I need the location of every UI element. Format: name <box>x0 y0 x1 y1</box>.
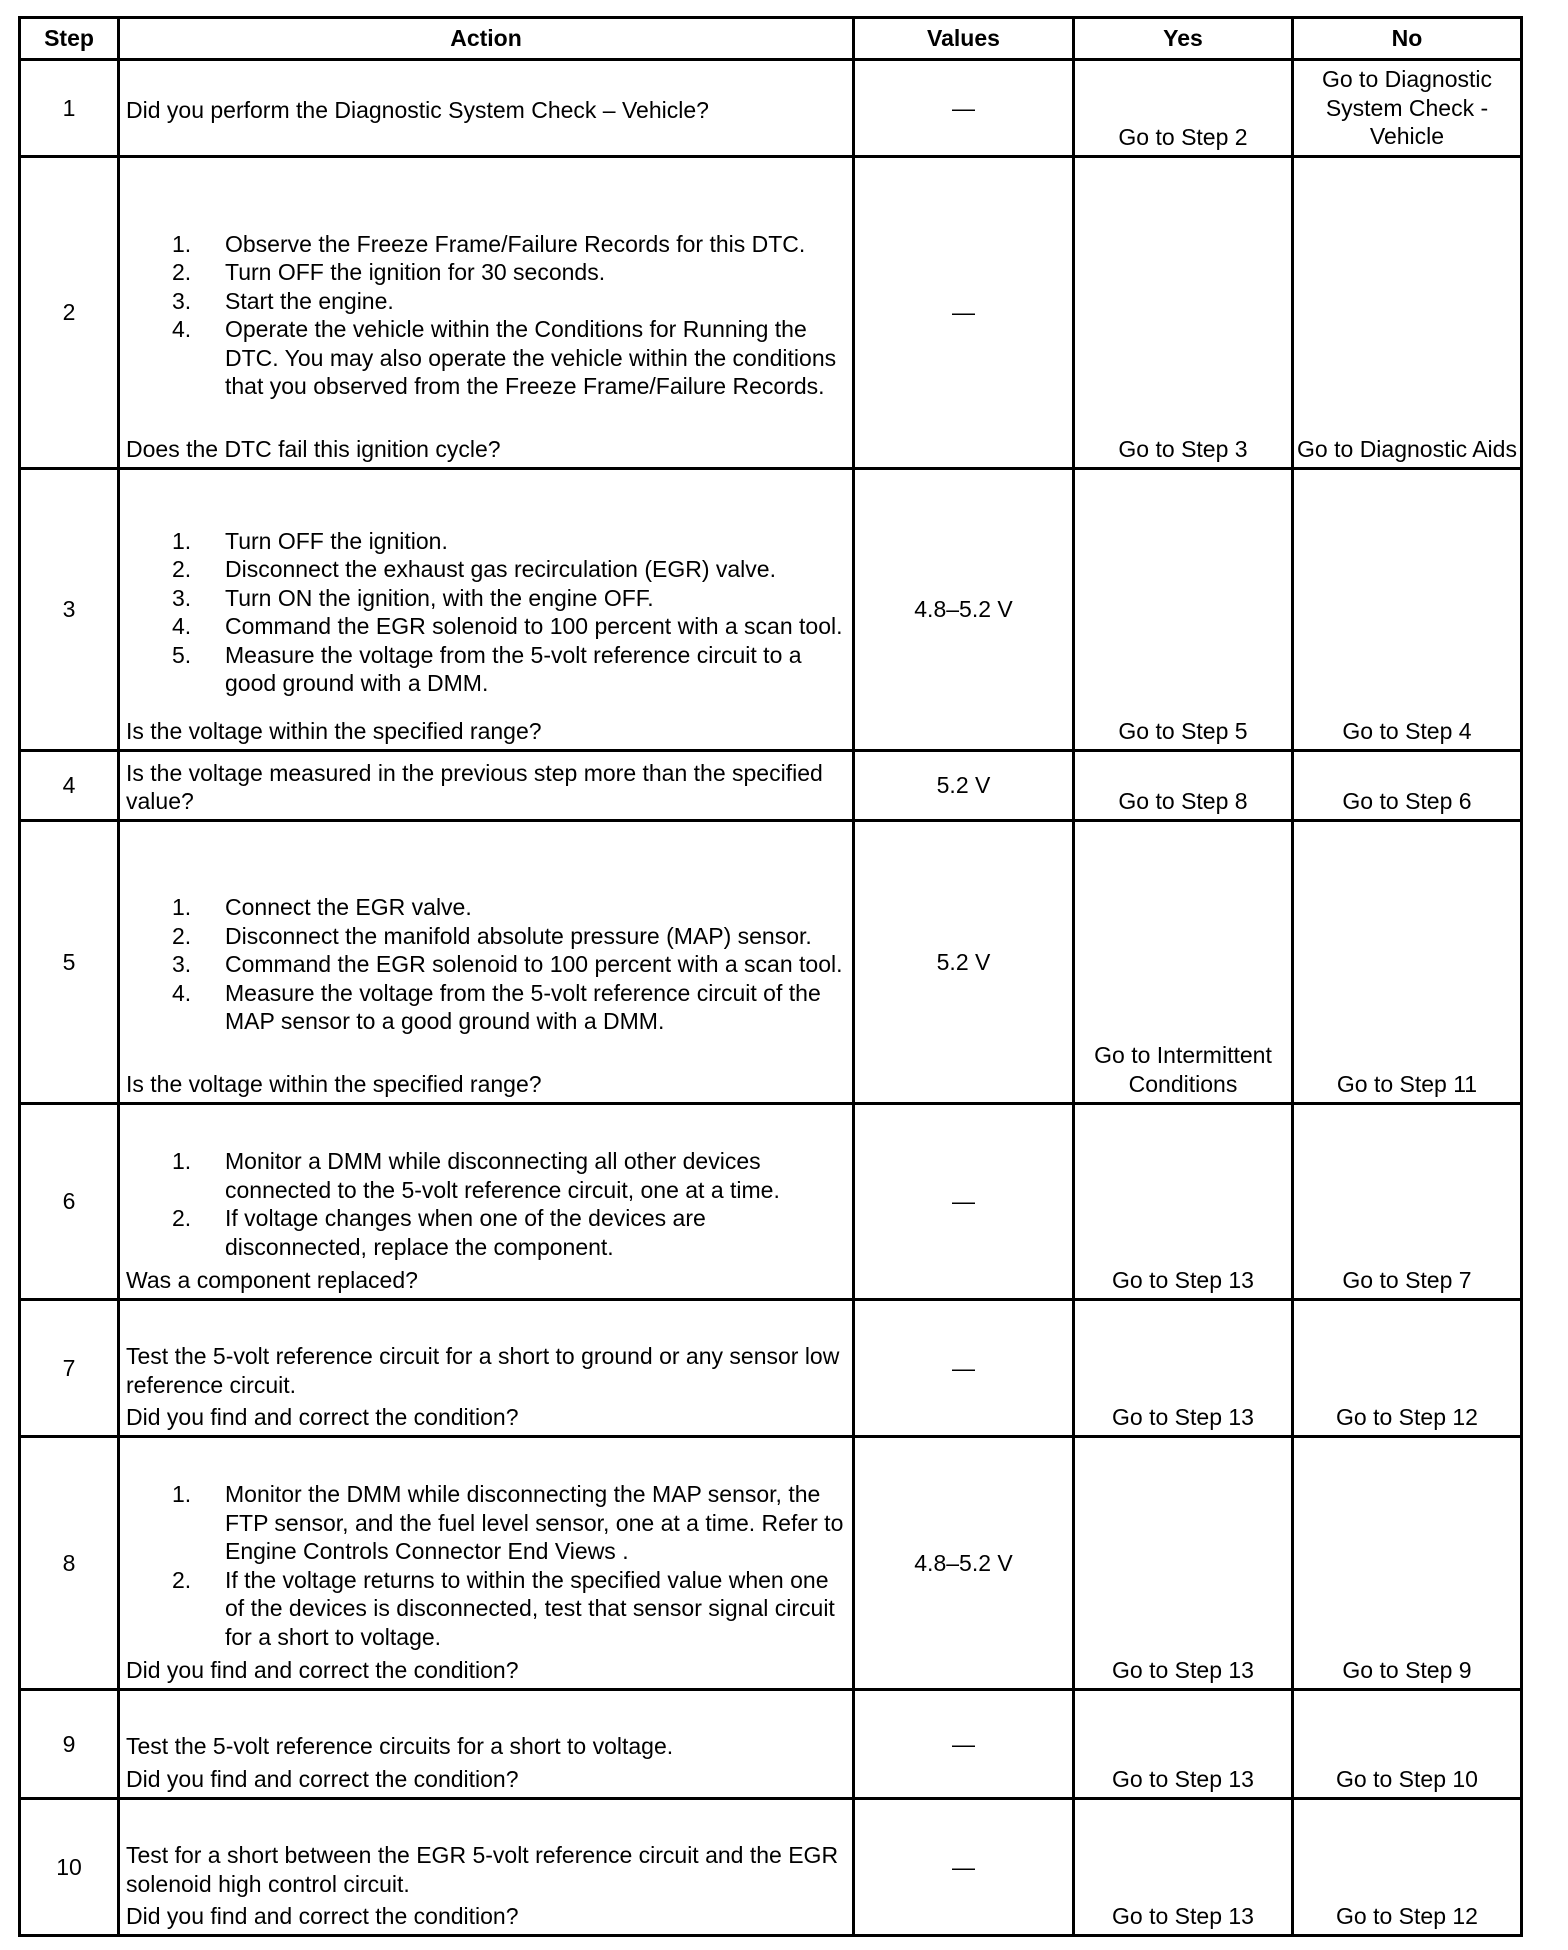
yes-cell <box>1074 1690 1293 1799</box>
action-cell <box>119 1799 854 1936</box>
table-row <box>20 751 1522 821</box>
value-text: 4.8–5.2 V <box>914 596 1013 622</box>
action-question: Did you find and correct the condition? <box>126 1656 519 1683</box>
step-number: 7 <box>20 1300 119 1437</box>
yes-result: Go to Step 8 <box>1118 787 1248 814</box>
action-steps <box>126 527 846 698</box>
header-no: No <box>1293 18 1522 60</box>
action-steps <box>126 893 846 1036</box>
no-cell <box>1293 821 1522 1104</box>
header-row <box>20 18 1522 60</box>
value-text: — <box>952 94 975 121</box>
yes-cell <box>1074 157 1293 469</box>
action-step: 4. Command the EGR solenoid to 100 percent with a scan tool. <box>172 613 843 639</box>
table-row <box>20 1300 1522 1437</box>
action-cell <box>119 60 854 157</box>
yes-cell <box>1074 1300 1293 1437</box>
action-text: Is the voltage measured in the previous step more than the specified value? <box>126 759 823 814</box>
action-step: 2. If the voltage returns to within the specified value when one of the devices is disconnected, test that sensor signal circuit for a short to voltage. <box>172 1566 835 1650</box>
yes-result: Go to Step 2 <box>1118 123 1248 150</box>
action-step: 5. Measure the voltage from the 5-volt reference circuit to a good ground with a DMM. <box>172 641 802 696</box>
value-text: — <box>952 1853 975 1880</box>
action-text: Test the 5-volt reference circuit for a short to ground or any sensor low reference circuit. <box>126 1343 840 1398</box>
step-number: 6 <box>20 1104 119 1300</box>
diagnostic-table <box>18 16 1523 1937</box>
no-result: Go to Diagnostic Aids <box>1297 435 1517 462</box>
table-row <box>20 1437 1522 1690</box>
no-cell <box>1293 1690 1522 1799</box>
header-values: Values <box>854 18 1074 60</box>
action-step: 2. Turn OFF the ignition for 30 seconds. <box>172 259 606 285</box>
no-result: Go to Step 9 <box>1342 1656 1472 1683</box>
values-cell <box>854 1690 1074 1799</box>
value-text: 5.2 V <box>936 948 991 975</box>
action-cell <box>119 469 854 751</box>
values-cell <box>854 1799 1074 1936</box>
table-row <box>20 1799 1522 1936</box>
yes-result: Go to Step 13 <box>1112 1403 1254 1430</box>
no-cell <box>1293 157 1522 469</box>
no-result: Go to Step 7 <box>1342 1266 1472 1293</box>
step-number: 9 <box>20 1690 119 1799</box>
yes-result: Go to Step 13 <box>1112 1902 1254 1929</box>
action-cell <box>119 1690 854 1799</box>
action-step: 1. Monitor a DMM while disconnecting all other devices connected to the 5-volt reference circuit, one at a time. <box>172 1148 780 1203</box>
yes-result: Go to Step 13 <box>1112 1656 1254 1683</box>
values-cell <box>854 821 1074 1104</box>
yes-result: Go to Step 13 <box>1112 1266 1254 1293</box>
no-result: Go to Step 6 <box>1342 787 1472 814</box>
no-result: Go to Diagnostic System Check - Vehicle <box>1321 66 1493 149</box>
action-step: 1. Connect the EGR valve. <box>172 894 472 921</box>
values-cell <box>854 1104 1074 1300</box>
no-cell <box>1293 1437 1522 1690</box>
action-step: 2. Disconnect the manifold absolute pressure (MAP) sensor. <box>172 922 812 949</box>
action-cell <box>119 157 854 469</box>
table-row <box>20 469 1522 751</box>
step-number: 1 <box>20 60 119 157</box>
action-question: Did you find and correct the condition? <box>126 1403 519 1430</box>
table-row <box>20 1104 1522 1300</box>
action-cell <box>119 1104 854 1300</box>
yes-cell <box>1074 821 1293 1104</box>
action-cell <box>119 751 854 821</box>
no-cell <box>1293 469 1522 751</box>
values-cell <box>854 1300 1074 1437</box>
action-cell <box>119 1437 854 1690</box>
value-text: 5.2 V <box>936 772 991 798</box>
table-row <box>20 1690 1522 1799</box>
values-cell <box>854 157 1074 469</box>
yes-cell <box>1074 751 1293 821</box>
header-action: Action <box>119 18 854 60</box>
action-cell <box>119 821 854 1104</box>
action-step: 4. Measure the voltage from the 5-volt reference circuit of the MAP sensor to a good ground with a DMM. <box>172 979 821 1035</box>
action-step: 2. If voltage changes when one of the devices are disconnected, replace the component. <box>172 1205 706 1260</box>
action-question: Was a component replaced? <box>126 1266 418 1293</box>
no-cell <box>1293 751 1522 821</box>
action-steps <box>126 1480 846 1651</box>
yes-result: Go to Step 3 <box>1118 435 1248 462</box>
no-result: Go to Step 12 <box>1336 1403 1478 1430</box>
yes-cell <box>1074 1104 1293 1300</box>
action-question: Does the DTC fail this ignition cycle? <box>126 435 501 462</box>
yes-cell <box>1074 1799 1293 1936</box>
table-row <box>20 60 1522 157</box>
value-text: — <box>952 1730 975 1757</box>
no-cell <box>1293 1799 1522 1936</box>
yes-result: Go to Step 13 <box>1112 1765 1254 1792</box>
step-number: 8 <box>20 1437 119 1690</box>
values-cell <box>854 469 1074 751</box>
action-question: Is the voltage within the specified range? <box>126 1070 542 1097</box>
step-number: 10 <box>20 1799 119 1936</box>
action-text: Test for a short between the EGR 5-volt reference circuit and the EGR solenoid high control circuit. <box>126 1842 839 1897</box>
step-number: 2 <box>20 157 119 469</box>
yes-cell <box>1074 60 1293 157</box>
header-step: Step <box>20 18 119 60</box>
no-cell <box>1293 1300 1522 1437</box>
no-result: Go to Step 10 <box>1336 1765 1478 1792</box>
action-step: 1. Observe the Freeze Frame/Failure Records for this DTC. <box>172 230 806 257</box>
table-row <box>20 157 1522 469</box>
value-text: 4.8–5.2 V <box>914 1549 1013 1576</box>
value-text: — <box>952 1188 975 1214</box>
action-steps <box>126 1147 846 1261</box>
table-row <box>20 821 1522 1104</box>
header-yes: Yes <box>1074 18 1293 60</box>
value-text: — <box>952 299 975 325</box>
no-cell <box>1293 1104 1522 1300</box>
no-result: Go to Step 11 <box>1336 1070 1478 1097</box>
action-text: Test the 5-volt reference circuits for a short to voltage. <box>126 1733 674 1760</box>
yes-cell <box>1074 469 1293 751</box>
action-question: Is the voltage within the specified range? <box>126 717 542 744</box>
no-result: Go to Step 4 <box>1342 717 1472 744</box>
step-number: 5 <box>20 821 119 1104</box>
action-step: 3. Turn ON the ignition, with the engine OFF. <box>172 584 654 611</box>
step-number: 4 <box>20 751 119 821</box>
action-step: 3. Start the engine. <box>172 287 394 314</box>
action-step: 3. Command the EGR solenoid to 100 percent with a scan tool. <box>172 951 843 978</box>
no-result: Go to Step 12 <box>1336 1902 1478 1929</box>
values-cell <box>854 60 1074 157</box>
action-step: 2. Disconnect the exhaust gas recirculation (EGR) valve. <box>172 556 776 582</box>
yes-result: Go to Intermittent Conditions <box>1094 1042 1272 1097</box>
action-step: 1. Turn OFF the ignition. <box>172 527 448 554</box>
action-step: 4. Operate the vehicle within the Conditions for Running the DTC. You may also operate the vehicle within the conditions that you observed from the Freeze Frame/Failure Records. <box>172 316 837 399</box>
value-text: — <box>952 1354 975 1381</box>
action-step: 1. Monitor the DMM while disconnecting the MAP sensor, the FTP sensor, and the fuel level sensor, one at a time. Refer to Engine Controls Connector End Views . <box>172 1481 844 1564</box>
yes-cell <box>1074 1437 1293 1690</box>
action-text: Did you perform the Diagnostic System Check – Vehicle? <box>126 97 709 124</box>
no-cell <box>1293 60 1522 157</box>
action-cell <box>119 1300 854 1437</box>
yes-result: Go to Step 5 <box>1118 717 1248 744</box>
action-question: Did you find and correct the condition? <box>126 1902 519 1929</box>
action-steps <box>126 230 846 401</box>
action-question: Did you find and correct the condition? <box>126 1765 519 1792</box>
values-cell <box>854 1437 1074 1690</box>
values-cell <box>854 751 1074 821</box>
step-number: 3 <box>20 469 119 751</box>
